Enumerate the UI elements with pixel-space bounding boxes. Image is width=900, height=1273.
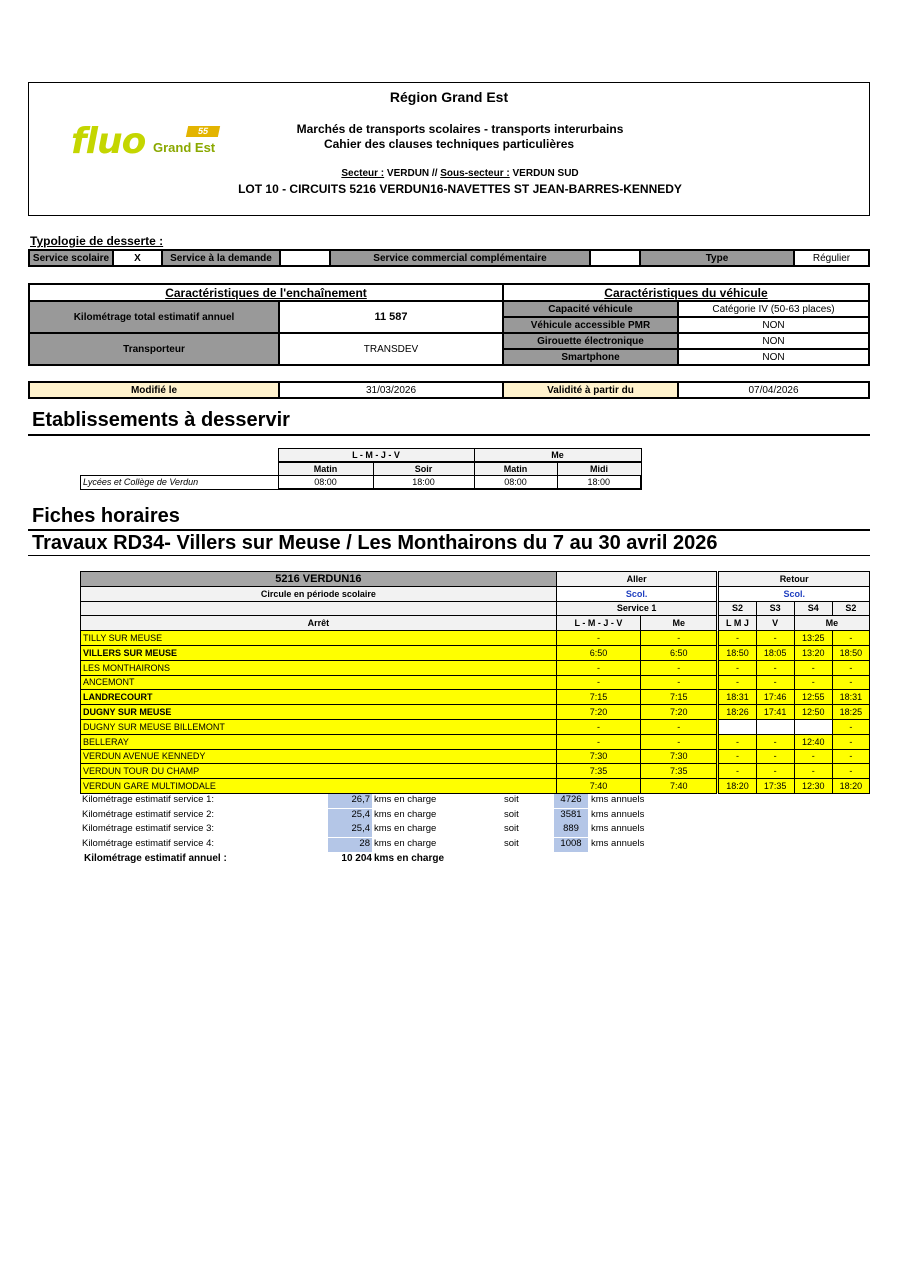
sous-secteur-value: VERDUN SUD [512,168,579,179]
retour-time-s2: - [718,764,756,779]
scol-aller: Scol. [556,586,718,601]
aller-time-lmjv: - [556,719,640,734]
retour-time-s2b: 18:25 [832,705,869,720]
km-label: Kilométrage total estimatif annuel [29,301,279,333]
retour-time-s2: - [718,734,756,749]
service-commercial-value [590,250,640,266]
aller-time-me: - [641,675,718,690]
circuit-name: 5216 VERDUN16 [81,572,557,587]
service-scolaire-label: Service scolaire [29,250,113,266]
aller-time-me: 6:50 [641,645,718,660]
km-total-value: 10 204 [341,853,372,864]
secteur-value: VERDUN // [386,168,438,179]
km-unit: kms en charge [374,808,437,820]
aller-time-me: 7:40 [641,779,718,794]
secteur-line [29,168,869,179]
sous-secteur-label: Sous-secteur : [440,168,510,179]
retour-time-s4: 12:55 [794,690,832,705]
aller-time-lmjv: 7:15 [556,690,640,705]
etab-col-matin-1: Matin [278,462,373,476]
header-line2: Cahier des clauses techniques particulières [323,137,575,151]
retour-time-s3: 18:05 [756,645,794,660]
aller-time-lmjv: 6:50 [556,645,640,660]
km-value: 25,4 [328,809,372,823]
aller-time-me: - [641,631,718,646]
stop-row [81,645,870,660]
retour-time-s2b: - [832,675,869,690]
km-label: Kilométrage estimatif service 4: [82,838,214,850]
etablissements-title: Etablissements à desservir [32,409,290,431]
retour-time-s4: 12:30 [794,779,832,794]
aller-time-lmjv: 7:20 [556,705,640,720]
service-commercial-label: Service commercial complémentaire [330,250,590,266]
etab-group-me: Me [474,449,641,463]
stop-row [81,749,870,764]
service-scolaire-value: X [113,250,162,266]
header-box [28,82,870,216]
girouette-label: Girouette électronique [503,333,678,349]
stop-row [81,631,870,646]
km-row [82,838,682,852]
etab-value: 18:00 [557,476,641,490]
aller-time-me: - [641,734,718,749]
aller-header: Aller [556,572,718,587]
pmr-label: Véhicule accessible PMR [503,317,678,333]
retour-time-s2b: - [832,749,869,764]
typologie-title: Typologie de desserte : [30,234,164,248]
km-annual-value: 3581 [554,809,588,823]
retour-time-s2b: - [832,631,869,646]
km-row [82,823,682,837]
s-col-header: S2 [718,601,756,616]
stop-row [81,779,870,794]
retour-time-s3: 17:41 [756,705,794,720]
km-value: 25,4 [328,823,372,837]
etab-value: 08:00 [474,476,557,490]
aller-time-me: - [641,719,718,734]
retour-time-s4: - [794,660,832,675]
retour-time-s3: 17:46 [756,690,794,705]
retour-time-s4: 12:40 [794,734,832,749]
retour-time-s3: - [756,749,794,764]
retour-time-s2: 18:50 [718,645,756,660]
aller-time-lmjv: - [556,734,640,749]
stop-name: LES MONTHAIRONS [81,660,557,675]
transporteur-value: TRANSDEV [279,333,503,365]
km-annual-unit: kms annuels [591,838,645,850]
etab-group-lmjv: L - M - J - V [278,449,474,463]
km-soit: soit [504,838,519,850]
etablissements-rule [28,434,870,436]
smartphone-value: NON [678,349,869,365]
aller-time-me: 7:15 [641,690,718,705]
retour-time-s4: - [794,749,832,764]
validite-label: Validité à partir du [503,382,678,398]
retour-time-s2b: - [832,764,869,779]
modification-table [28,381,870,399]
service1-header: Service 1 [556,601,718,616]
stop-name: VERDUN GARE MULTIMODALE [81,779,557,794]
aller-time-lmjv: - [556,660,640,675]
retour-time-s3: 17:35 [756,779,794,794]
circule-label: Circule en période scolaire [81,586,557,601]
service-demande-label: Service à la demande [162,250,280,266]
retour-time-s4: 12:50 [794,705,832,720]
s-col-header: S3 [756,601,794,616]
km-label: Kilométrage estimatif service 1: [82,794,214,805]
stop-row [81,705,870,720]
stop-row [81,734,870,749]
aller-time-lmjv: 7:35 [556,764,640,779]
km-annual-value: 1008 [554,838,588,852]
stop-rows [81,631,870,794]
service-spacer [81,601,557,616]
retour-time-s3 [756,719,794,734]
km-annual-unit: kms annuels [591,794,645,805]
stop-name: ANCEMONT [81,675,557,690]
stop-row [81,675,870,690]
pmr-value: NON [678,317,869,333]
km-annual-unit: kms annuels [591,808,645,820]
smartphone-label: Smartphone [503,349,678,365]
aller-time-lmjv: - [556,631,640,646]
retour-time-s2: - [718,631,756,646]
s-col-header: S4 [794,601,832,616]
stop-name: DUGNY SUR MEUSE BILLEMONT [81,719,557,734]
retour-time-s4: 13:25 [794,631,832,646]
transporteur-label: Transporteur [29,333,279,365]
km-row [82,794,682,808]
retour-time-s2: - [718,749,756,764]
aller-time-lmjv: 7:40 [556,779,640,794]
retour-time-s2: 18:20 [718,779,756,794]
type-value: Régulier [794,250,869,266]
fiches-rule [28,529,870,531]
day-retour-lmj: L M J [718,616,756,631]
region-title: Région Grand Est [389,89,509,105]
arret-header: Arrêt [81,616,557,631]
validite-value: 07/04/2026 [678,382,869,398]
retour-time-s2: 18:31 [718,690,756,705]
lot-title: LOT 10 - CIRCUITS 5216 VERDUN16-NAVETTES ST JEAN-BARRES-KENNEDY [238,182,682,196]
km-unit: kms en charge [374,823,437,835]
stop-name: TILLY SUR MEUSE [81,631,557,646]
km-annual-value: 889 [554,823,588,837]
capacite-label: Capacité véhicule [503,301,678,317]
km-label: Kilométrage estimatif service 2: [82,808,214,820]
service-demande-value [280,250,330,266]
km-soit: soit [504,808,519,820]
km-total-label: Kilométrage estimatif annuel : [84,853,227,864]
etab-spacer-2 [81,462,279,476]
girouette-value: NON [678,333,869,349]
stop-name: VERDUN AVENUE KENNEDY [81,749,557,764]
vehicule-title: Caractéristiques du véhicule [503,284,869,301]
retour-time-s3: - [756,675,794,690]
etab-value: 08:00 [278,476,373,490]
km-soit: soit [504,823,519,835]
retour-time-s2b: 18:50 [832,645,869,660]
day-aller-lmjv: L - M - J - V [556,616,640,631]
enchainement-title: Caractéristiques de l'enchaînement [29,284,503,301]
modifie-value: 31/03/2026 [279,382,503,398]
stop-name: DUGNY SUR MEUSE [81,705,557,720]
etablissements-table [80,448,642,490]
stop-name: LANDRECOURT [81,690,557,705]
stop-row [81,660,870,675]
retour-header: Retour [718,572,870,587]
etab-spacer [81,449,279,463]
logo-grand-est: Grand Est [153,140,216,155]
retour-time-s4: - [794,764,832,779]
day-retour-me: Me [794,616,869,631]
stop-name: VERDUN TOUR DU CHAMP [81,764,557,779]
km-unit: kms en charge [374,794,437,805]
retour-time-s2: 18:26 [718,705,756,720]
etab-col-matin-2: Matin [474,462,557,476]
retour-time-s3: - [756,734,794,749]
s-col-header: S2 [832,601,869,616]
retour-time-s3: - [756,764,794,779]
retour-time-s2b: - [832,734,869,749]
km-value: 28 [328,838,372,852]
km-annual-value: 4726 [554,794,588,808]
retour-time-s3: - [756,631,794,646]
fiches-subtitle: Travaux RD34- Villers sur Meuse / Les Monthairons du 7 au 30 avril 2026 [32,532,718,554]
retour-time-s4: - [794,675,832,690]
km-value: 11 587 [279,301,503,333]
aller-time-me: 7:35 [641,764,718,779]
retour-time-s2: - [718,675,756,690]
day-retour-v: V [756,616,794,631]
km-soit: soit [504,794,519,805]
retour-time-s3: - [756,660,794,675]
retour-time-s4 [794,719,832,734]
km-row [82,809,682,823]
km-label: Kilométrage estimatif service 3: [82,823,214,835]
secteur-label: Secteur : [341,168,385,179]
capacite-value: Catégorie IV (50-63 places) [678,301,869,317]
scol-retour: Scol. [718,586,870,601]
stop-row [81,764,870,779]
caracteristiques-table [28,283,870,366]
fiches-subtitle-rule [28,555,870,556]
retour-time-s2 [718,719,756,734]
stop-name: VILLERS SUR MEUSE [81,645,557,660]
etab-col-soir: Soir [373,462,474,476]
aller-time-me: 7:30 [641,749,718,764]
header-line1: Marchés de transports scolaires - transports interurbains [296,122,624,136]
modifie-label: Modifié le [29,382,279,398]
stop-name: BELLERAY [81,734,557,749]
retour-time-s2b: 18:20 [832,779,869,794]
fiches-title: Fiches horaires [32,505,180,527]
etab-row-label: Lycées et Collège de Verdun [81,476,279,490]
etab-col-midi: Midi [557,462,641,476]
schedule-table [80,571,870,794]
aller-time-lmjv: - [556,675,640,690]
km-annual-unit: kms annuels [591,823,645,835]
day-aller-me: Me [641,616,718,631]
retour-time-s4: 13:20 [794,645,832,660]
km-value: 26,7 [328,794,372,808]
type-label: Type [640,250,794,266]
retour-time-s2b: - [832,660,869,675]
typologie-table [28,249,870,267]
km-unit: kms en charge [374,838,437,850]
etab-value: 18:00 [373,476,474,490]
stop-row [81,719,870,734]
km-total-row [82,853,682,867]
retour-time-s2b: 18:31 [832,690,869,705]
retour-time-s2b: - [832,719,869,734]
stop-row [81,690,870,705]
logo-fluo-text: fluo [71,121,146,162]
aller-time-me: 7:20 [641,705,718,720]
aller-time-me: - [641,660,718,675]
km-total-unit: kms en charge [374,853,445,864]
retour-time-s2: - [718,660,756,675]
aller-time-lmjv: 7:30 [556,749,640,764]
logo-badge: 55 [186,126,220,137]
